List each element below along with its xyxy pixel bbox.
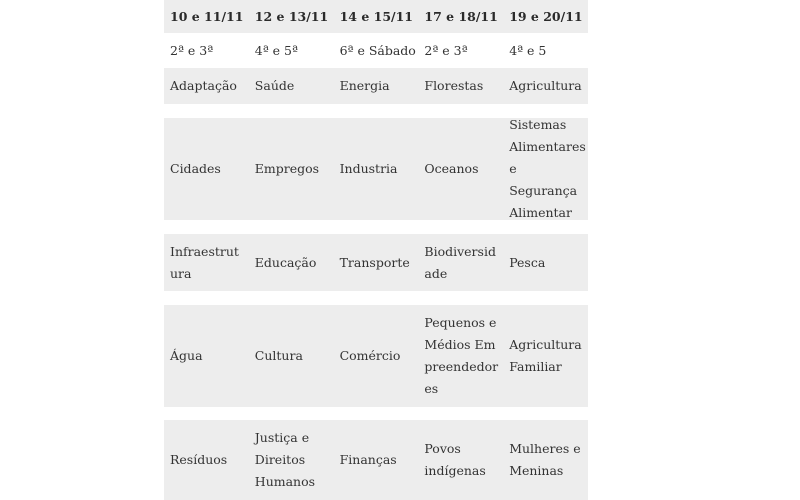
table-cell: Transporte: [339, 254, 410, 270]
table-cell: Biodiversidade: [424, 243, 496, 281]
table-cell: Sistemas Alimentares e Segurança Alimentar: [509, 117, 586, 220]
table-cell: Comércio: [339, 348, 401, 363]
table-cell: Educação: [254, 254, 317, 270]
table-cell: Povos indígenas: [424, 441, 486, 478]
header-cell: 12 e 13/11: [254, 8, 329, 24]
table-cell: Industria: [339, 161, 398, 176]
table-header-row: [164, 0, 588, 33]
table-cell: Florestas: [424, 78, 484, 93]
table-cell: Cidades: [170, 161, 221, 176]
table-cell: Água: [170, 348, 203, 363]
table-cell-text: Pequenos e Médios Empreendedores: [424, 315, 499, 396]
table-cell: [418, 312, 503, 400]
table-cell: Adaptação: [170, 78, 237, 93]
table-cell: 4ª e 5: [509, 42, 547, 58]
table-cell: Energia: [339, 78, 390, 93]
header-cell: 17 e 18/11: [424, 8, 498, 24]
table-cell: Justiça e Direitos Humanos: [254, 430, 316, 489]
table-cell: Infraestrutura: [170, 243, 239, 281]
table-cell: Oceanos: [424, 161, 479, 176]
table-row: [164, 68, 588, 104]
table-row: [164, 118, 588, 220]
table-cell: Pesca: [509, 254, 546, 270]
table-cell: Saúde: [254, 78, 295, 93]
table-row: [164, 420, 588, 500]
table-cell: 2ª e 3ª: [424, 42, 468, 58]
table-cell: Empregos: [254, 161, 320, 176]
table-cell: 2ª e 3ª: [170, 42, 214, 58]
table-cell: Finanças: [339, 452, 397, 467]
table-cell: 6ª e Sábado: [339, 42, 416, 58]
table-cell: Agricultura: [509, 78, 582, 93]
table-cell: Cultura: [254, 348, 303, 363]
table-row: [164, 33, 588, 68]
table-cell: Agricultura Familiar: [509, 337, 582, 374]
table-cell: 4ª e 5ª: [254, 42, 298, 58]
table-row: [164, 234, 588, 291]
table-row: [164, 305, 588, 407]
header-cell: 14 e 15/11: [339, 8, 414, 24]
table-cell: Mulheres e Meninas: [509, 441, 581, 478]
header-cell: 10 e 11/11: [170, 8, 244, 24]
table-cell: Resíduos: [170, 452, 228, 467]
header-cell: 19 e 20/11: [509, 8, 583, 24]
